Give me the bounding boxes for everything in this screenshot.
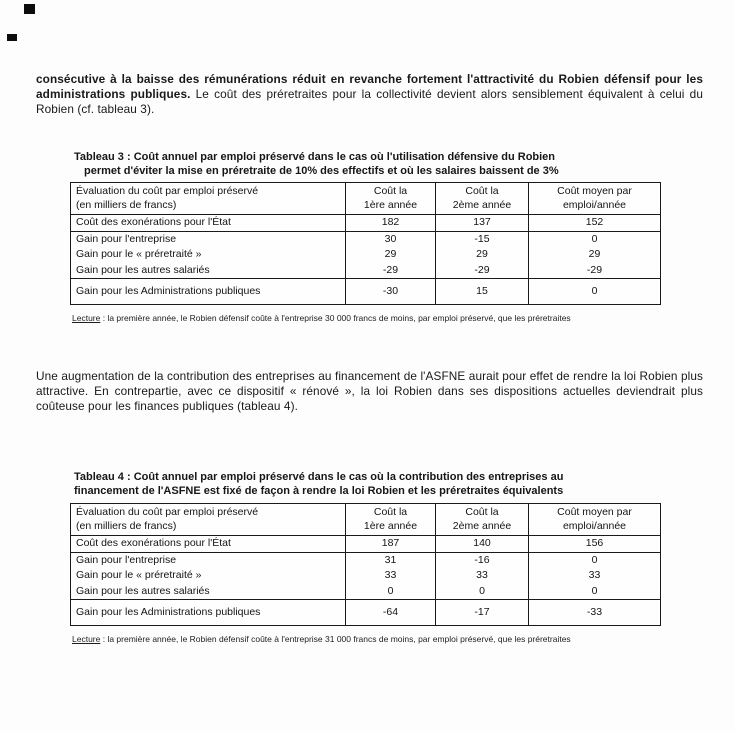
paragraph-intro [36,72,703,118]
cell-year2: 0 [436,584,529,600]
cell-year1: -29 [346,263,436,279]
table3-title [74,151,666,178]
row-label: Coût des exonérations pour l'État [71,536,346,553]
cell-avg: 0 [529,279,661,305]
row-label: Coût des exonérations pour l'État [71,215,346,232]
table4-lecture-note [72,634,617,645]
table4-row-exonerations [71,536,661,553]
cell-avg: 33 [529,568,661,584]
cell-year2: 140 [436,536,529,553]
scan-artifact-2 [7,34,17,41]
table4 [70,503,661,626]
cell-year1: -64 [346,600,436,626]
table4-header-cost-year2-line2: 2ème année [452,519,512,532]
lecture-label: Lecture [72,313,101,323]
cell-avg: -33 [529,600,661,626]
table3-header-cost-year1-line2: 1ère année [363,198,418,211]
table3-header-cost-year2 [436,183,529,215]
table3-header-row [71,183,661,215]
table3-header-eval-line1: Évaluation du coût par emploi préservé [76,185,259,197]
cell-year1: 29 [346,247,436,263]
table3-title-line1: Tableau 3 : Coût annuel par emploi préservé dans le cas où l'utilisation défensive du Robien [74,151,556,163]
table3 [70,182,661,305]
table4-title-line1: Tableau 4 : Coût annuel par emploi préservé dans le cas où la contribution des entreprises au [74,471,564,483]
row-label: Gain pour les autres salariés [71,263,346,279]
cell-year2: -29 [436,263,529,279]
table4-header-eval-line1: Évaluation du coût par emploi préservé [76,506,259,518]
cell-year1: 182 [346,215,436,232]
table4-header-cost-year2-line1: Coût la [465,506,499,518]
cell-year1: 31 [346,552,436,568]
cell-avg: 0 [529,231,661,247]
table4-header-row [71,504,661,536]
table4-title [74,471,672,498]
table3-header-cost-avg-line2: emploi/année [562,198,627,211]
table4-header-cost-avg [529,504,661,536]
row-label: Gain pour l'entreprise [71,231,346,247]
table3-header-eval-line2: (en milliers de francs) [76,198,177,211]
cell-avg: 0 [529,552,661,568]
lecture-text: : la première année, le Robien défensif coûte à l'entreprise 31 000 francs de moins, par emploi préservé, que les préretraites [100,634,571,644]
table3-row-gain-entreprise [71,231,661,247]
row-label: Gain pour les Administrations publiques [71,600,346,626]
lecture-label: Lecture [72,634,101,644]
cell-year1: 30 [346,231,436,247]
table3-header-cost-year2-line2: 2ème année [452,198,512,211]
table4-header-eval [71,504,346,536]
cell-year1: 187 [346,536,436,553]
cell-year2: 33 [436,568,529,584]
table4-header-cost-year2 [436,504,529,536]
table3-header-cost-avg [529,183,661,215]
cell-year1: 33 [346,568,436,584]
table4-header-cost-year1 [346,504,436,536]
table4-header-cost-year1-line2: 1ère année [363,519,418,532]
paragraph-intro-bold: consécutive à la baisse des rémunérations réduit en revanche fortement l'attractivité du Robien défensif pour les administrations publiques. [36,72,703,102]
table3-header-cost-year1 [346,183,436,215]
table3-row-gain-autres-salaries [71,263,661,279]
cell-year2: 137 [436,215,529,232]
cell-avg: 152 [529,215,661,232]
cell-avg: 29 [529,247,661,263]
table4-title-line2: financement de l'ASFNE est fixé de façon à rendre la loi Robien et les préretraites équivalents [74,484,564,497]
table3-row-gain-preretraite [71,247,661,263]
table3-row-gain-administrations [71,279,661,305]
cell-year2: -16 [436,552,529,568]
cell-year2: -17 [436,600,529,626]
table4-row-gain-autres-salaries [71,584,661,600]
table4-header-eval-line2: (en milliers de francs) [76,519,177,532]
cell-avg: -29 [529,263,661,279]
table4-header-cost-avg-line2: emploi/année [562,519,627,532]
row-label: Gain pour les Administrations publiques [71,279,346,305]
table4-row-gain-entreprise [71,552,661,568]
table4-row-gain-preretraite [71,568,661,584]
table4-header-cost-avg-line1: Coût moyen par [557,506,632,518]
row-label: Gain pour le « préretraité » [71,568,346,584]
table3-header-cost-year1-line1: Coût la [373,185,408,197]
scan-artifact-1 [24,4,35,14]
cell-year2: -15 [436,231,529,247]
table3-lecture-note [72,313,617,324]
lecture-text: : la première année, le Robien défensif coûte à l'entreprise 30 000 francs de moins, par emploi préservé, que les préretraites [100,313,571,323]
cell-year2: 15 [436,279,529,305]
row-label: Gain pour les autres salariés [71,584,346,600]
table3-title-line2: permet d'éviter la mise en préretraite de 10% des effectifs et où les salaires baissent de 3% [84,164,559,177]
table3-header-cost-avg-line1: Coût moyen par [557,185,632,197]
table3-header-eval [71,183,346,215]
cell-avg: 156 [529,536,661,553]
paragraph-intro-rest: Le coût des préretraites pour la collectivité devient alors sensiblement équivalent à celui du Robien (cf. tableau 3). [36,87,703,117]
paragraph-asfne: Une augmentation de la contribution des entreprises au financement de l'ASFNE aurait pour effet de rendre la loi Robien plus attractive. En contrepartie, avec ce dispositif « rénové », la loi Robien dans ses dispositions actuelles deviendrait plus coûteuse pour les finances publiques (tableau 4). [36,369,703,414]
table4-header-cost-year1-line1: Coût la [373,506,408,518]
row-label: Gain pour l'entreprise [71,552,346,568]
table3-row-exonerations [71,215,661,232]
cell-year2: 29 [436,247,529,263]
cell-avg: 0 [529,584,661,600]
cell-year1: -30 [346,279,436,305]
table4-row-gain-administrations [71,600,661,626]
cell-year1: 0 [346,584,436,600]
row-label: Gain pour le « préretraité » [71,247,346,263]
table3-header-cost-year2-line1: Coût la [465,185,499,197]
